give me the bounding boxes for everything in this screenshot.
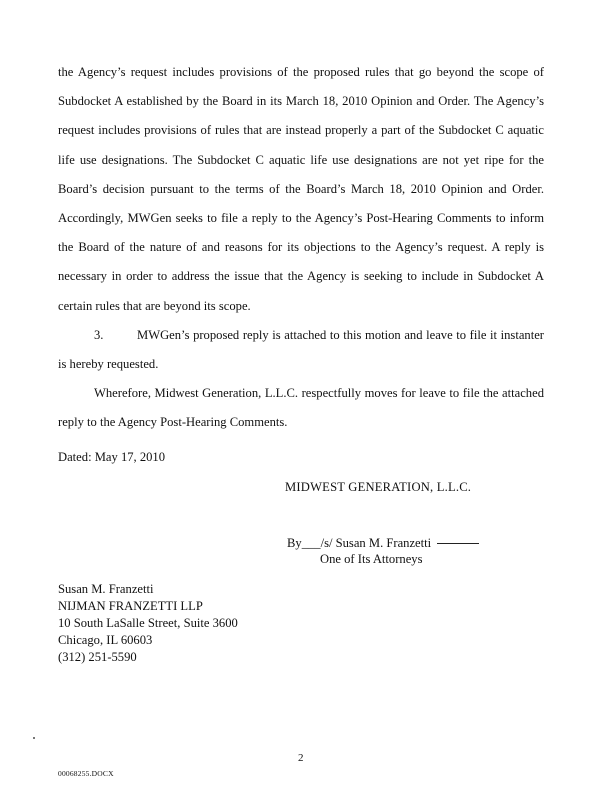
paragraph-continued: the Agency’s request includes provisions of the proposed rules that go beyond the scope of Subdocket A established by the Board in its March 18, 2010 Opinion and Order. The Agency’s request includes provisions of rules that are instead properly a part of the Subdocket C aquatic life use designations. The Subdocket C aquatic life use designations are not yet ripe for the Board’s decision pursuant to the terms of the Board’s March 18, 2010 Opinion and Order. Accordingly, MWGen seeks to file a reply to the Agency’s Post-Hearing Comments to inform the Board of the nature of and reasons for its objections to the Agency’s request. A reply is necessary in order to address the issue that the Agency is seeking to include in Subdocket A certain rules that are beyond its scope. [58, 65, 544, 313]
street-address: 10 South LaSalle Street, Suite 3600 [58, 616, 238, 630]
law-firm: NIJMAN FRANZETTI LLP [58, 599, 203, 613]
signature-by-line [287, 536, 479, 551]
signature-underline [437, 543, 479, 544]
wherefore-paragraph: Wherefore, Midwest Generation, L.L.C. respectfully moves for leave to file the attached reply to the Agency Post-Hearing Comments. [58, 386, 544, 430]
signature-text: By___/s/ Susan M. Franzetti [287, 536, 432, 550]
phone-number: (312) 251-5590 [58, 650, 137, 664]
attorney-name: Susan M. Franzetti [58, 582, 154, 596]
page-number: 2 [298, 752, 304, 764]
document-body [58, 58, 544, 438]
city-state-zip: Chicago, IL 60603 [58, 633, 153, 647]
signature-title: One of Its Attorneys [320, 552, 423, 566]
paragraph-3 [58, 321, 544, 379]
company-signature-name: MIDWEST GENERATION, L.L.C. [285, 480, 472, 494]
paragraph-3-text: MWGen’s proposed reply is attached to this motion and leave to file it instanter is hereby requested. [58, 327, 544, 372]
scan-speck [33, 737, 35, 739]
document-id: 00068255.DOCX [58, 769, 114, 778]
paragraph-number: 3. [94, 327, 104, 342]
dated-line: Dated: May 17, 2010 [58, 450, 166, 464]
attorney-address-block [58, 581, 238, 666]
